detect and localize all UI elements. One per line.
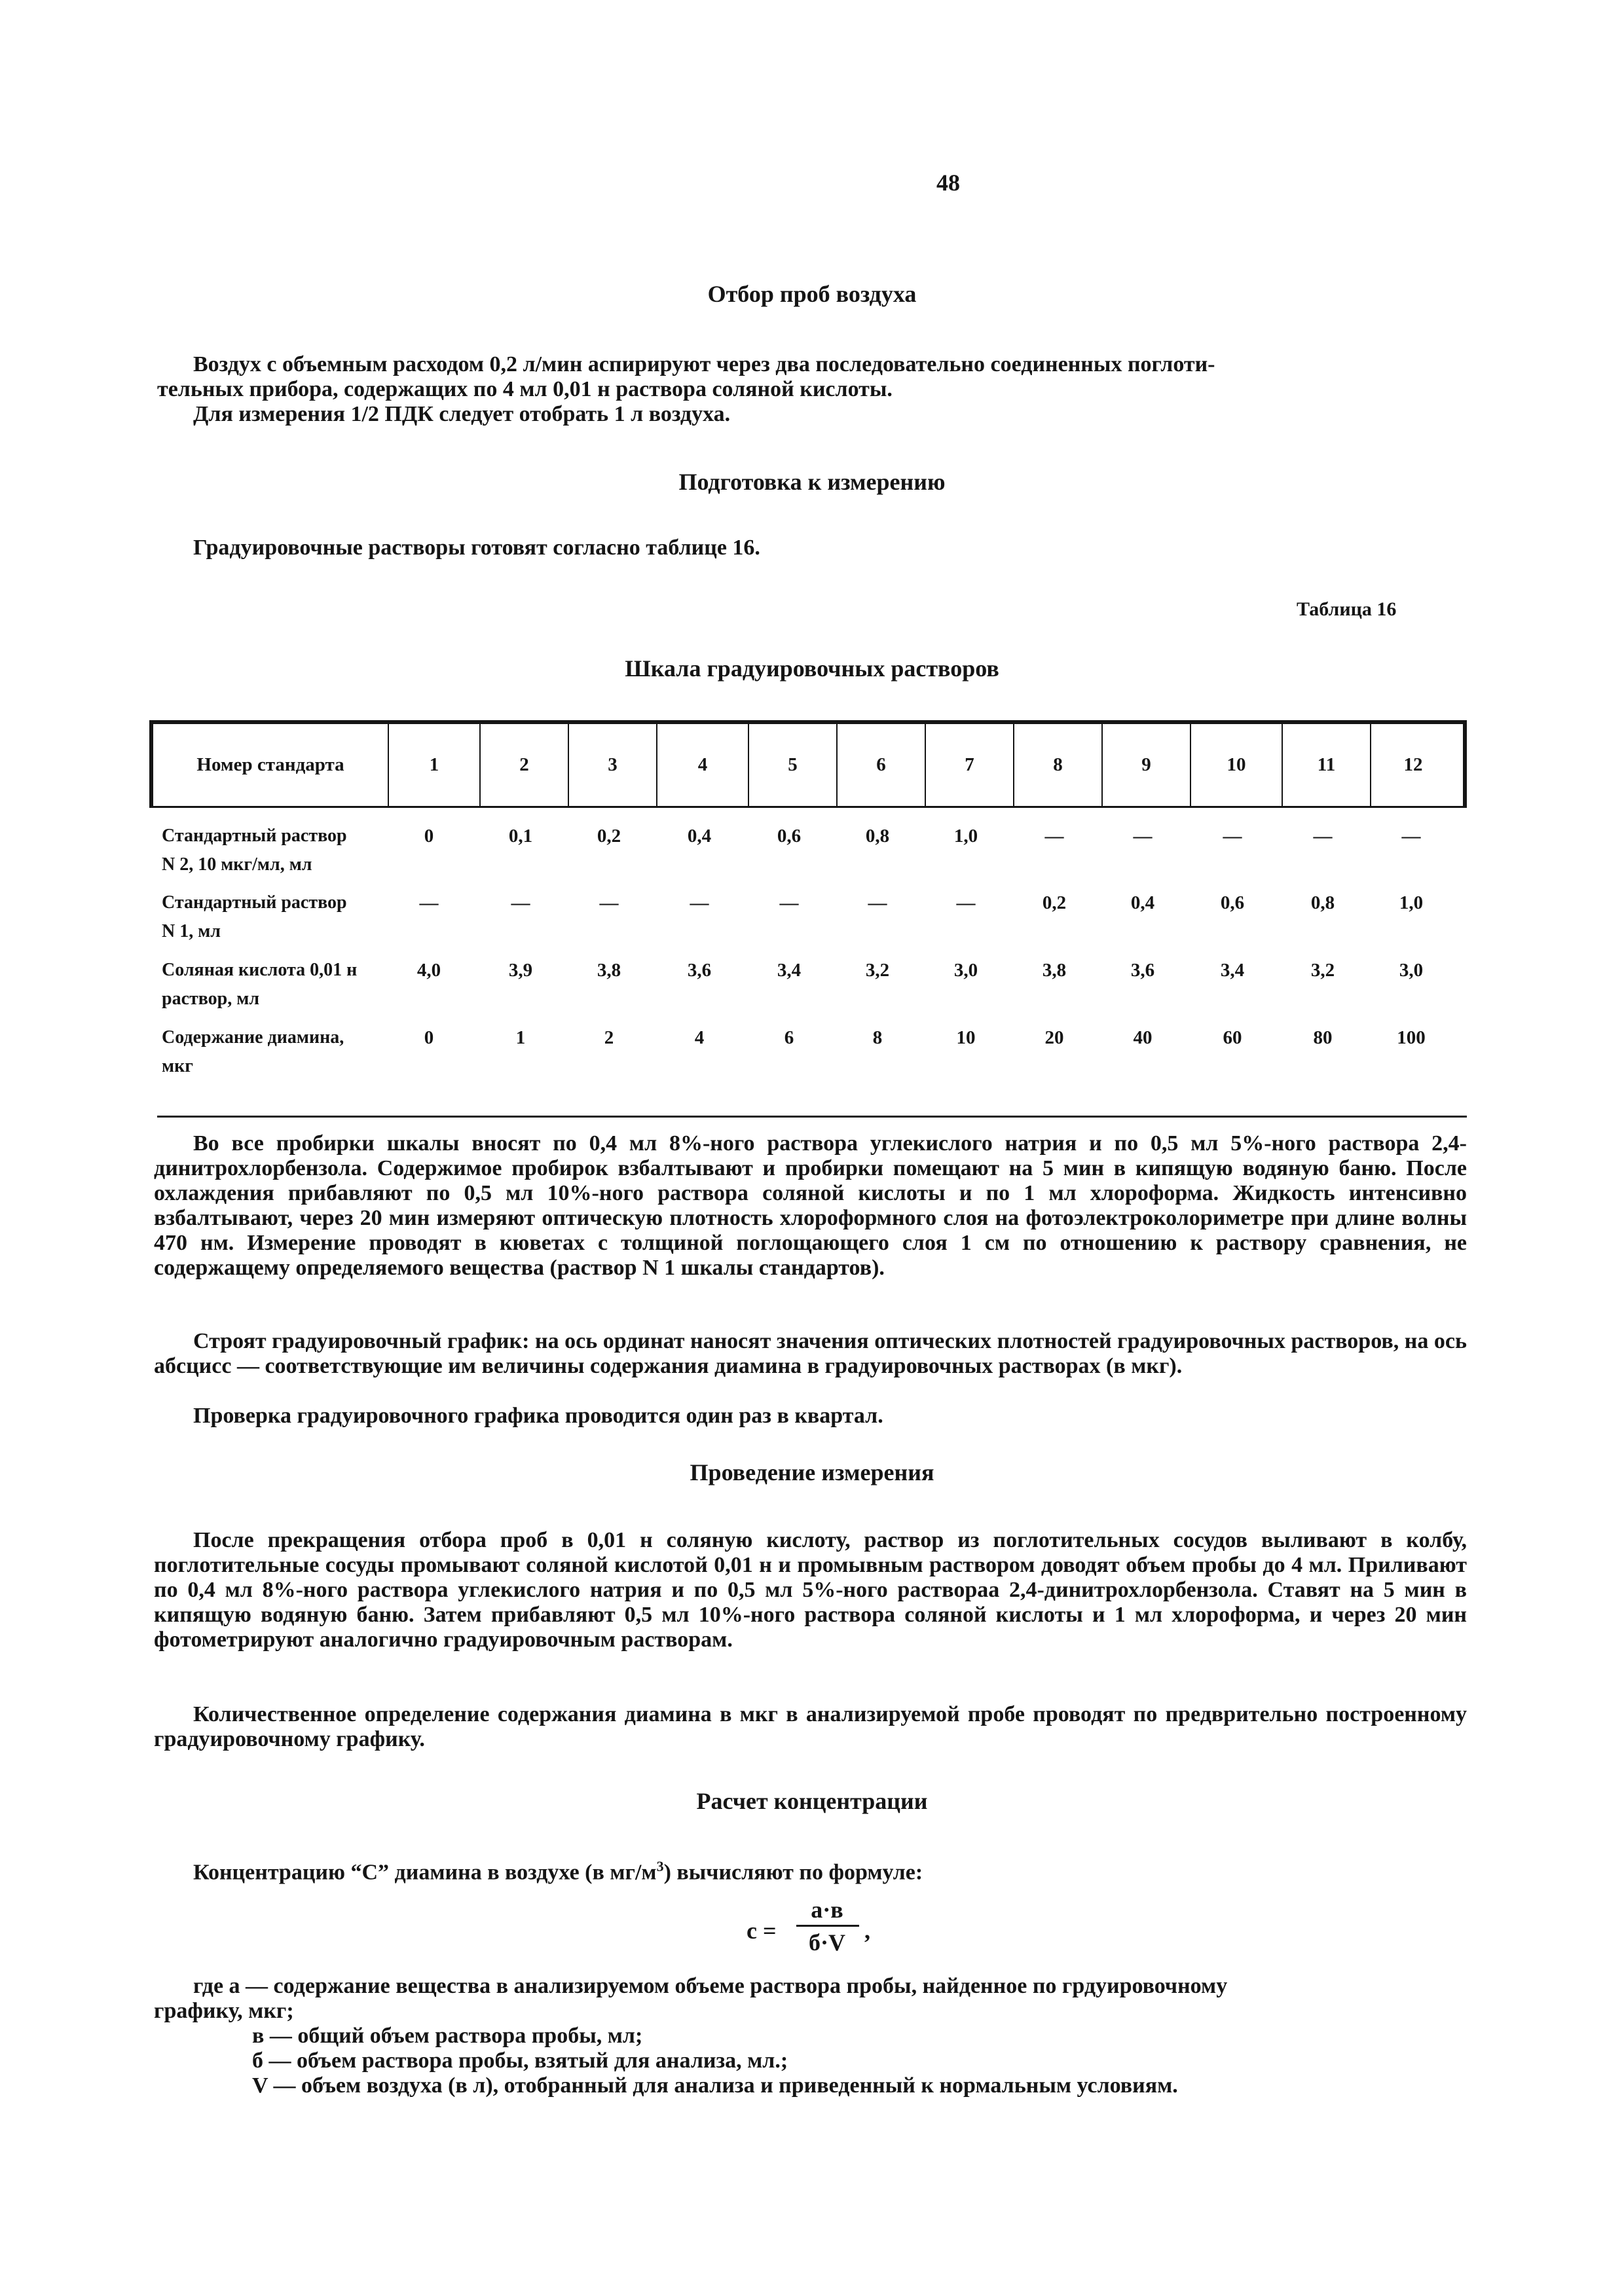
table-cell: 40 xyxy=(1133,1027,1153,1048)
table-cell: 3,8 xyxy=(597,960,621,981)
formula xyxy=(747,1896,917,1968)
table-cell: 3,2 xyxy=(865,960,890,981)
table-cell: 0,4 xyxy=(1130,892,1155,913)
table-cell: — xyxy=(1401,826,1421,847)
table-header-col: 9 xyxy=(1103,724,1191,806)
table-cell: — xyxy=(1223,826,1242,847)
table-cell: 2 xyxy=(604,1027,614,1048)
table-cell: 6 xyxy=(784,1027,794,1048)
table-cell: — xyxy=(779,892,799,913)
table-row-label xyxy=(162,1023,384,1081)
table-cell: 3,2 xyxy=(1310,960,1335,981)
table-cell: 1 xyxy=(515,1027,526,1048)
table-cell: 0,6 xyxy=(777,826,802,847)
table-cell: — xyxy=(1133,826,1153,847)
row-label-line1: Стандартный раствор xyxy=(162,892,347,913)
table-cell: 0,8 xyxy=(865,826,890,847)
table-cell: 0,1 xyxy=(508,826,533,847)
table-cell: — xyxy=(690,892,709,913)
table-cell: 4 xyxy=(694,1027,705,1048)
table-header-col: 6 xyxy=(838,724,926,806)
procedure-para-1: Во все пробирки шкалы вносят по 0,4 мл 8%-ного раствора углекислого натрия и по 0,5 мл 5%-ного раствора 2,4-динитрохлорбензола. Содержимое пробирок взбалтывают и пробирки помещают на 5 мин в кипящую водяную баню. После охлаждения прибавляют по 0,5 мл 10%-ного раствора соляной кислоты и по 1 мл хлороформа. Жидкость интенсивно взбалтывают, через 20 мин измеряют оптическую плотность хлороформного слоя на фотоэлектроколориметре при длине волны 470 нм. Измерение проводят в кюветах с толщиной поглощающего слоя 1 см по отношению к раствору сравнения, не содержащему определяемого вещества (раствор N 1 шкалы стандартов). xyxy=(154,1131,1467,1280)
table-cell: 3,0 xyxy=(1399,960,1424,981)
formula-numerator: а·в xyxy=(811,1897,843,1923)
table-row-label xyxy=(162,822,384,879)
section-title-air-sampling: Отбор проб воздуха xyxy=(707,281,917,307)
calc-intro-prefix: Концентрацию “С” диамина в воздухе (в мг/м xyxy=(193,1860,657,1885)
where-line-c: б — объем раствора пробы, взятый для анализа, мл.; xyxy=(252,2049,788,2073)
table-cell: 3,0 xyxy=(953,960,978,981)
table-cell: — xyxy=(1044,826,1064,847)
table-cell: 8 xyxy=(872,1027,883,1048)
air-sampling-volume-note: Для измерения 1/2 ПДК следует отобрать 1 л воздуха. xyxy=(193,402,731,426)
table-label: Таблица 16 xyxy=(1297,598,1397,620)
table-header-first: Номер стандарта xyxy=(153,724,389,806)
table-cell: 0 xyxy=(424,1027,434,1048)
calc-intro-sup: 3 xyxy=(656,1858,664,1874)
table-header-col: 3 xyxy=(569,724,657,806)
table-cell: 3,4 xyxy=(777,960,802,981)
table-cell: 20 xyxy=(1044,1027,1064,1048)
table-cell: — xyxy=(1313,826,1333,847)
row-label-line2: N 2, 10 мкг/мл, мл xyxy=(162,854,312,875)
table-cell: 0,2 xyxy=(1042,892,1067,913)
table-cell: 4,0 xyxy=(416,960,441,981)
table-cell: 0 xyxy=(424,826,434,847)
procedure-para-3: Проверка градуировочного графика проводится один раз в квартал. xyxy=(193,1404,883,1428)
table-header-col: 2 xyxy=(481,724,569,806)
table-cell: 3,6 xyxy=(687,960,712,981)
row-label-line2: раствор, мл xyxy=(162,989,260,1009)
table-cell: 3,9 xyxy=(508,960,533,981)
section-title-preparation: Подготовка к измерению xyxy=(678,469,946,495)
air-sampling-para-line1: Воздух с объемным расходом 0,2 л/мин аспирируют через два последовательно соединенных поглоти- xyxy=(193,352,1215,376)
table-cell: — xyxy=(511,892,530,913)
table-header-col: 12 xyxy=(1403,754,1423,775)
table-cell: — xyxy=(419,892,439,913)
table-cell: 1,0 xyxy=(1399,892,1424,913)
where-line-b: в — общий объем раствора пробы, мл; xyxy=(252,2024,643,2048)
calculation-intro xyxy=(193,1854,923,1885)
table-cell: — xyxy=(956,892,976,913)
formula-comma: , xyxy=(864,1918,870,1944)
table-header-col: 10 xyxy=(1191,724,1283,806)
table-header-col: 4 xyxy=(657,724,749,806)
table-cell: 10 xyxy=(956,1027,976,1048)
calc-intro-suffix: ) вычисляют по формуле: xyxy=(663,1860,923,1885)
table-cell: 60 xyxy=(1223,1027,1242,1048)
row-label-line1: Содержание диамина, xyxy=(162,1027,344,1048)
measurement-para-1: После прекращения отбора проб в 0,01 н соляную кислоту, раствор из поглотительных сосудов выливают в колбу, поглотительные сосуды промывают соляной кислотой 0,01 н и промывным раствором доводят объем пробы до 4 мл. Приливают по 0,4 мл 8%-ного раствора углекислого натрия и по 0,5 мл 5%-ного раствораа 2,4-динитрохлорбензола. Ставят на 5 мин в кипящую водяную баню. Затем прибавляют 0,5 мл 10%-ного раствора соляной кислоты и 1 мл хлороформа, и через 20 мин фотометрируют аналогично градуировочным растворам. xyxy=(154,1528,1467,1652)
row-label-line2: N 1, мл xyxy=(162,921,221,941)
row-label-line2: мкг xyxy=(162,1056,193,1076)
table-cell: 3,4 xyxy=(1220,960,1245,981)
table-bottom-rule xyxy=(157,1116,1467,1118)
table-header xyxy=(149,720,1467,808)
procedure-para-2: Строят градуировочный график: на ось ординат наносят значения оптических плотностей градуировочных растворов, на ось абсцисс — соответствующие им величины содержания диамина в градуировочных растворах (в мкг). xyxy=(154,1329,1467,1378)
where-line-v: V — объем воздуха (в л), отобранный для анализа и приведенный к нормальным условиям. xyxy=(252,2073,1178,2098)
where-line-a-cont: графику, мкг; xyxy=(154,1999,294,2023)
table-title: Шкала градуировочных растворов xyxy=(625,655,999,682)
table-cell: — xyxy=(868,892,887,913)
section-title-calculation: Расчет концентрации xyxy=(696,1788,928,1814)
table-header-col: 8 xyxy=(1014,724,1103,806)
row-label-line1: Соляная кислота 0,01 н xyxy=(162,960,358,980)
table-cell: 3,8 xyxy=(1042,960,1067,981)
table-header-col: 7 xyxy=(926,724,1014,806)
table-cell: 0,6 xyxy=(1220,892,1245,913)
row-label-line1: Стандартный раствор xyxy=(162,826,347,846)
where-line-a: где а — содержание вещества в анализируемом объеме раствора пробы, найденное по грдуировочному xyxy=(193,1974,1228,1998)
table-cell: 1,0 xyxy=(953,826,978,847)
formula-denominator: б·V xyxy=(808,1929,845,1956)
page-number: 48 xyxy=(936,170,960,196)
table-header-col: 11 xyxy=(1283,724,1371,806)
table-row-label xyxy=(162,956,384,1013)
table-cell: — xyxy=(599,892,619,913)
table-cell: 3,6 xyxy=(1130,960,1155,981)
table-cell: 80 xyxy=(1313,1027,1333,1048)
table-header-col: 5 xyxy=(749,724,838,806)
preparation-para: Градуировочные растворы готовят согласно таблице 16. xyxy=(193,536,760,560)
table-cell: 100 xyxy=(1397,1027,1426,1048)
table-header-col: 1 xyxy=(389,724,481,806)
table-cell: 0,8 xyxy=(1310,892,1335,913)
table-cell: 0,4 xyxy=(687,826,712,847)
air-sampling-para-line2: тельных прибора, содержащих по 4 мл 0,01 н раствора соляной кислоты. xyxy=(157,377,893,401)
measurement-para-2: Количественное определение содержания диамина в мкг в анализируемой пробе проводят по предврительно построенному градуировочному графику. xyxy=(154,1702,1467,1751)
formula-fraction-bar xyxy=(796,1925,859,1927)
table-row-label xyxy=(162,888,384,946)
section-title-measurement: Проведение измерения xyxy=(690,1459,934,1485)
table-cell: 0,2 xyxy=(597,826,621,847)
formula-lhs: с = xyxy=(747,1918,777,1944)
